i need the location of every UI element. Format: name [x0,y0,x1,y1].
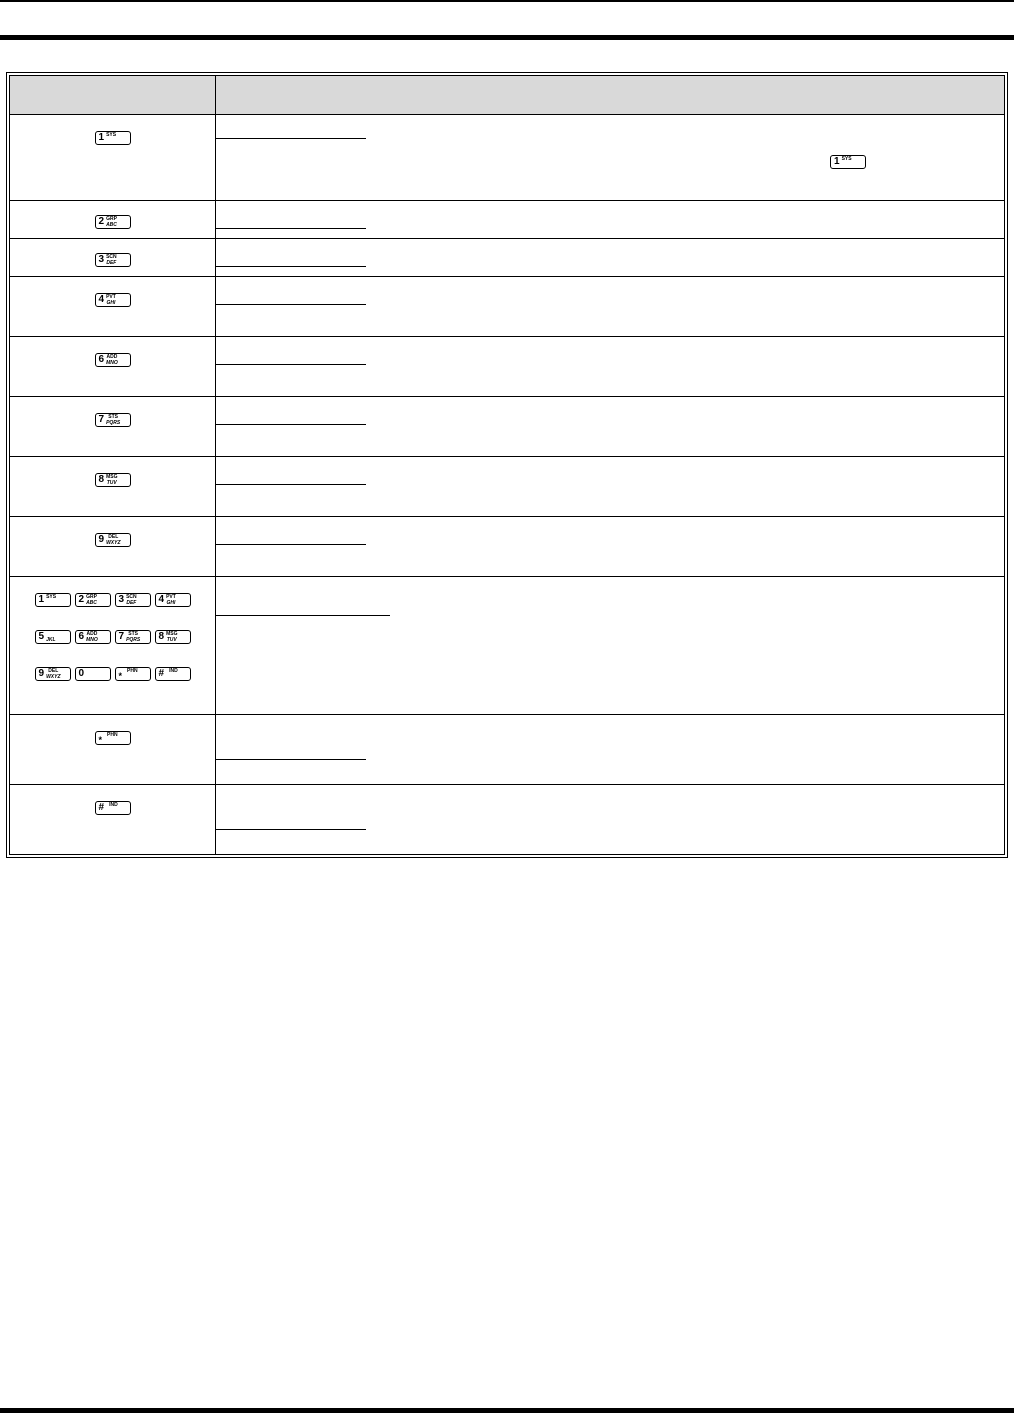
header-rule-thin [0,0,1014,2]
description-cell [216,397,1005,457]
key-1-sys[interactable]: 1 SYS [95,131,131,145]
key-cell [10,715,216,785]
key-2-grp[interactable]: 2 GRP ABC [75,593,111,607]
table-row [10,239,1005,277]
key-1-sys-inline: 1 SYS [830,155,866,169]
description-heading-line [216,544,366,545]
key-cell [10,397,216,457]
key-cell [10,115,216,201]
table-row [10,715,1005,785]
key-cell [10,277,216,337]
description-cell [216,239,1005,277]
key-4-pvt[interactable]: 4 PVT GHI [95,293,131,307]
description-heading-line [216,424,366,425]
key-7-sts[interactable]: 7 STS PQRS [95,413,131,427]
description-heading-line [216,364,366,365]
table-row [10,277,1005,337]
header-rule-thick [0,35,1014,40]
key-cell [10,785,216,855]
full-keypad-grid [10,593,215,681]
header-cell-function [216,76,1005,115]
description-cell [216,457,1005,517]
description-cell [216,785,1005,855]
description-heading-line [216,228,366,229]
table-row [10,397,1005,457]
key-hash-ind[interactable]: # IND [155,667,191,681]
header-cell-key [10,76,216,115]
description-heading-line [216,266,366,267]
table-row [10,517,1005,577]
description-cell [216,517,1005,577]
description-heading-line [216,829,366,830]
key-5-jkl[interactable]: 5 JKL [35,630,71,644]
keypad-functions-table-frame [6,72,1008,858]
footer-rule-thick [0,1408,1014,1413]
table-row [10,201,1005,239]
key-2-grp[interactable]: 2 GRP ABC [95,215,131,229]
description-heading-line [216,304,366,305]
description-heading-line [216,759,366,760]
key-3-scn[interactable]: 3 SCN DEF [115,593,151,607]
description-cell [216,201,1005,239]
table-row [10,785,1005,855]
key-4-pvt[interactable]: 4 PVT GHI [155,593,191,607]
inline-key-reference [830,151,866,169]
table-row [10,337,1005,397]
key-hash-ind[interactable]: # IND [95,801,131,815]
table-row [10,457,1005,517]
key-cell [10,201,216,239]
key-9-del[interactable]: 9 DEL WXYZ [35,667,71,681]
key-8-msg[interactable]: 8 MSG TUV [155,630,191,644]
description-cell [216,277,1005,337]
description-cell [216,715,1005,785]
table-header-row [10,76,1005,115]
description-cell [216,577,1005,715]
key-cell [10,337,216,397]
key-cell [10,517,216,577]
key-star-phn[interactable]: * PHN [115,667,151,681]
key-6-add[interactable]: 6 ADD MNO [75,630,111,644]
description-heading-line [216,484,366,485]
description-heading-line [216,138,366,139]
table-row [10,115,1005,201]
key-cell [10,457,216,517]
key-cell [10,239,216,277]
key-9-del[interactable]: 9 DEL WXYZ [95,533,131,547]
key-6-add[interactable]: 6 ADD MNO [95,353,131,367]
description-heading-line [216,615,390,616]
description-cell [216,337,1005,397]
key-7-sts[interactable]: 7 STS PQRS [115,630,151,644]
key-cell [10,577,216,715]
key-1-sys[interactable]: 1 SYS [35,593,71,607]
key-star-phn[interactable]: * PHN [95,731,131,745]
key-8-msg[interactable]: 8 MSG TUV [95,473,131,487]
table-row [10,577,1005,715]
keypad-functions-table [9,75,1005,855]
key-3-scn[interactable]: 3 SCN DEF [95,253,131,267]
description-cell [216,115,1005,201]
key-0[interactable]: 0 [75,667,111,681]
